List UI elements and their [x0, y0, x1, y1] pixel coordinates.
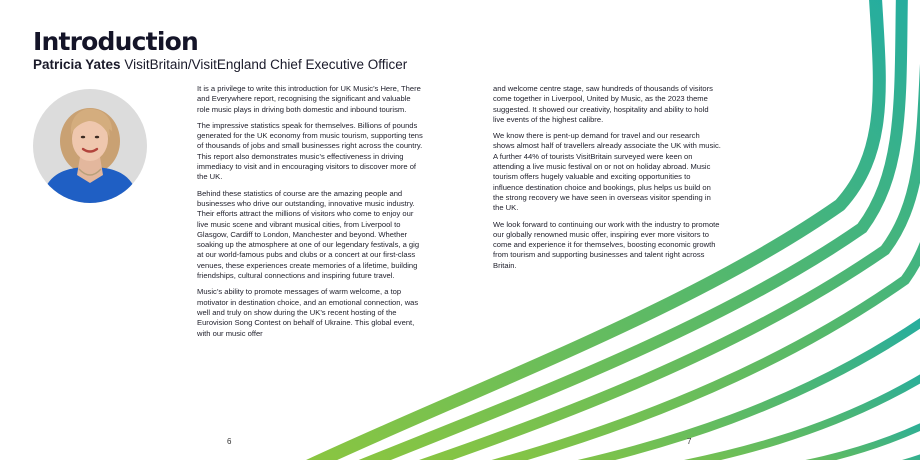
paragraph: It is a privilege to write this introduction for UK Music’s Here, There and Everywhere report, recognising the significant and valuable role music plays in driving both domestic and inbound tourism. [197, 84, 421, 114]
page-number-right: 7 [687, 437, 692, 446]
author-portrait [33, 89, 147, 203]
author-role: VisitBritain/VisitEngland Chief Executive Officer [124, 57, 408, 72]
paragraph: and welcome centre stage, saw hundreds of thousands of visitors come together in Liverpool, United by Music, as the 2023 theme suggested. It showed our creativity, hospitality and ability to hold live events of the highest calibre. [493, 84, 713, 124]
author-name: Patricia Yates [33, 57, 121, 72]
author-line [33, 57, 407, 72]
paragraph: We look forward to continuing our work with the industry to promote our globally renowned music offer, inspiring ever more visitors to come and experience it for themselves, boosting economic growth from tourism and supporting businesses and talent right across Britain. [493, 219, 720, 270]
text-column-right [493, 84, 721, 277]
page-number-left: 6 [227, 437, 232, 446]
paragraph: We know there is pent-up demand for travel and our research shows almost half of travellers already associate the UK with music. A further 44% of tourists VisitBritain surveyed were keen on attending a live music festival on or not on holiday abroad. Music tourism offers hugely valuable and exciting opportunities to influence destination choice and bookings, plus helps us build on the strong recovery we have seen in overseas visitor spending in the UK. [493, 131, 721, 213]
page-title: Introduction [33, 27, 198, 56]
paragraph: Behind these statistics of course are the amazing people and businesses who drive our outstanding, innovative music industry. Their efforts attract the millions of visitors who come to enjoy our live music scene and vibrant musical cities, from Liverpool to Glasgow, Cardiff to London, Manchester and beyond. Whether soaking up the atmosphere at one of our legendary festivals, a gig at our world-famous pubs and clubs or a concert at our first-class venues, these experiences create memories of a lifetime, building friendships, cultural connections and inspiring future travel. [197, 188, 420, 281]
paragraph: Music’s ability to promote messages of warm welcome, a top motivator in destination choice, and an emotional connection, was well and truly on show during the UK’s recent hosting of the Eurovision Song Contest on behalf of Ukraine. This global event, with our music offer [197, 287, 419, 338]
text-column-left [197, 84, 425, 345]
paragraph: The impressive statistics speak for themselves. Billions of pounds generated for the UK economy from music tourism, supporting tens of thousands of jobs and small businesses right across the country. This report also demonstrates music’s effectiveness in driving immediacy to visit and in encouraging visitors to discover more of the UK. [197, 120, 423, 182]
